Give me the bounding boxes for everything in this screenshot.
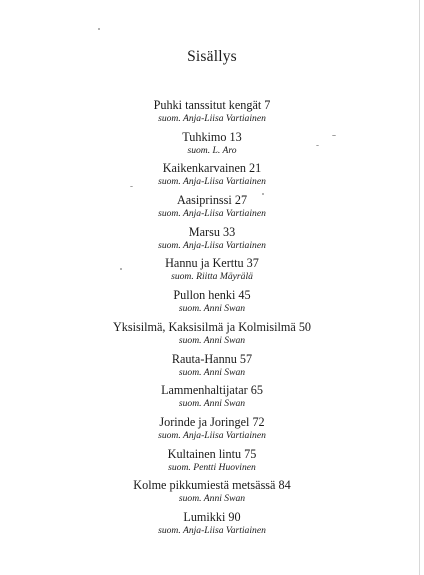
entry-title: Jorinde ja Joringel 72 [159,414,265,429]
toc-entry [0,415,424,447]
entry-translator: suom. Anja-Liisa Vartiainen [158,113,266,124]
entry-translator: suom. Anni Swan [178,366,246,378]
toc-entry [0,352,424,384]
entry-title: Yksisilmä, Kaksisilmä ja Kolmisilmä 50 [112,319,312,334]
entry-translator: suom. Pentti Huovinen [168,461,256,473]
paper-speck [98,28,100,30]
entry-title: Tuhkimo 13 [182,129,242,144]
entry-title: Aasiprinssi 27 [176,193,248,208]
toc-entry [0,320,424,352]
entry-title: Kolme pikkumiestä metsässä 84 [133,478,291,493]
page-title: Sisällys [187,48,237,65]
entry-translator: suom. Anja-Liisa Vartiainen [158,239,266,251]
entry-title: Marsu 33 [188,224,236,239]
toc-entry [0,225,424,257]
toc-entry [0,510,424,542]
toc-entry [0,98,424,130]
toc-entry [0,130,424,162]
toc-entry [0,288,424,320]
entry-translator: suom. Anja-Liisa Vartiainen [158,524,266,536]
toc-entry [0,478,424,510]
toc-entry [0,161,424,193]
entry-translator: suom. Anni Swan [178,303,246,315]
entry-translator: suom. Anni Swan [178,493,246,505]
entry-translator: suom. Anja-Liisa Vartiainen [158,176,266,188]
entry-translator: suom. Anja-Liisa Vartiainen [158,208,266,220]
toc-entry [0,383,424,415]
toc-entry [0,193,424,225]
entry-title: Hannu ja Kerttu 37 [165,256,259,271]
entry-translator: suom. L. Aro [187,144,237,156]
toc-entry [0,447,424,479]
entry-translator: suom. Anni Swan [178,334,246,346]
entry-title: Lumikki 90 [183,509,241,524]
entry-title: Pullon henki 45 [173,288,251,303]
entry-translator: suom. Anja-Liisa Vartiainen [158,429,266,441]
entry-translator: suom. Riitta Mäyrälä [171,271,253,283]
entry-title: Puhki tanssitut kengät 7 [153,98,271,112]
entry-title: Rauta-Hannu 57 [171,351,253,366]
toc-entry [0,256,424,288]
entry-title: Kultainen lintu 75 [167,446,257,461]
entry-translator: suom. Anni Swan [178,398,246,410]
entry-title: Lammenhaltijatar 65 [161,383,263,398]
table-of-contents [0,98,424,542]
entry-title: Kaikenkarvainen 21 [162,161,262,176]
